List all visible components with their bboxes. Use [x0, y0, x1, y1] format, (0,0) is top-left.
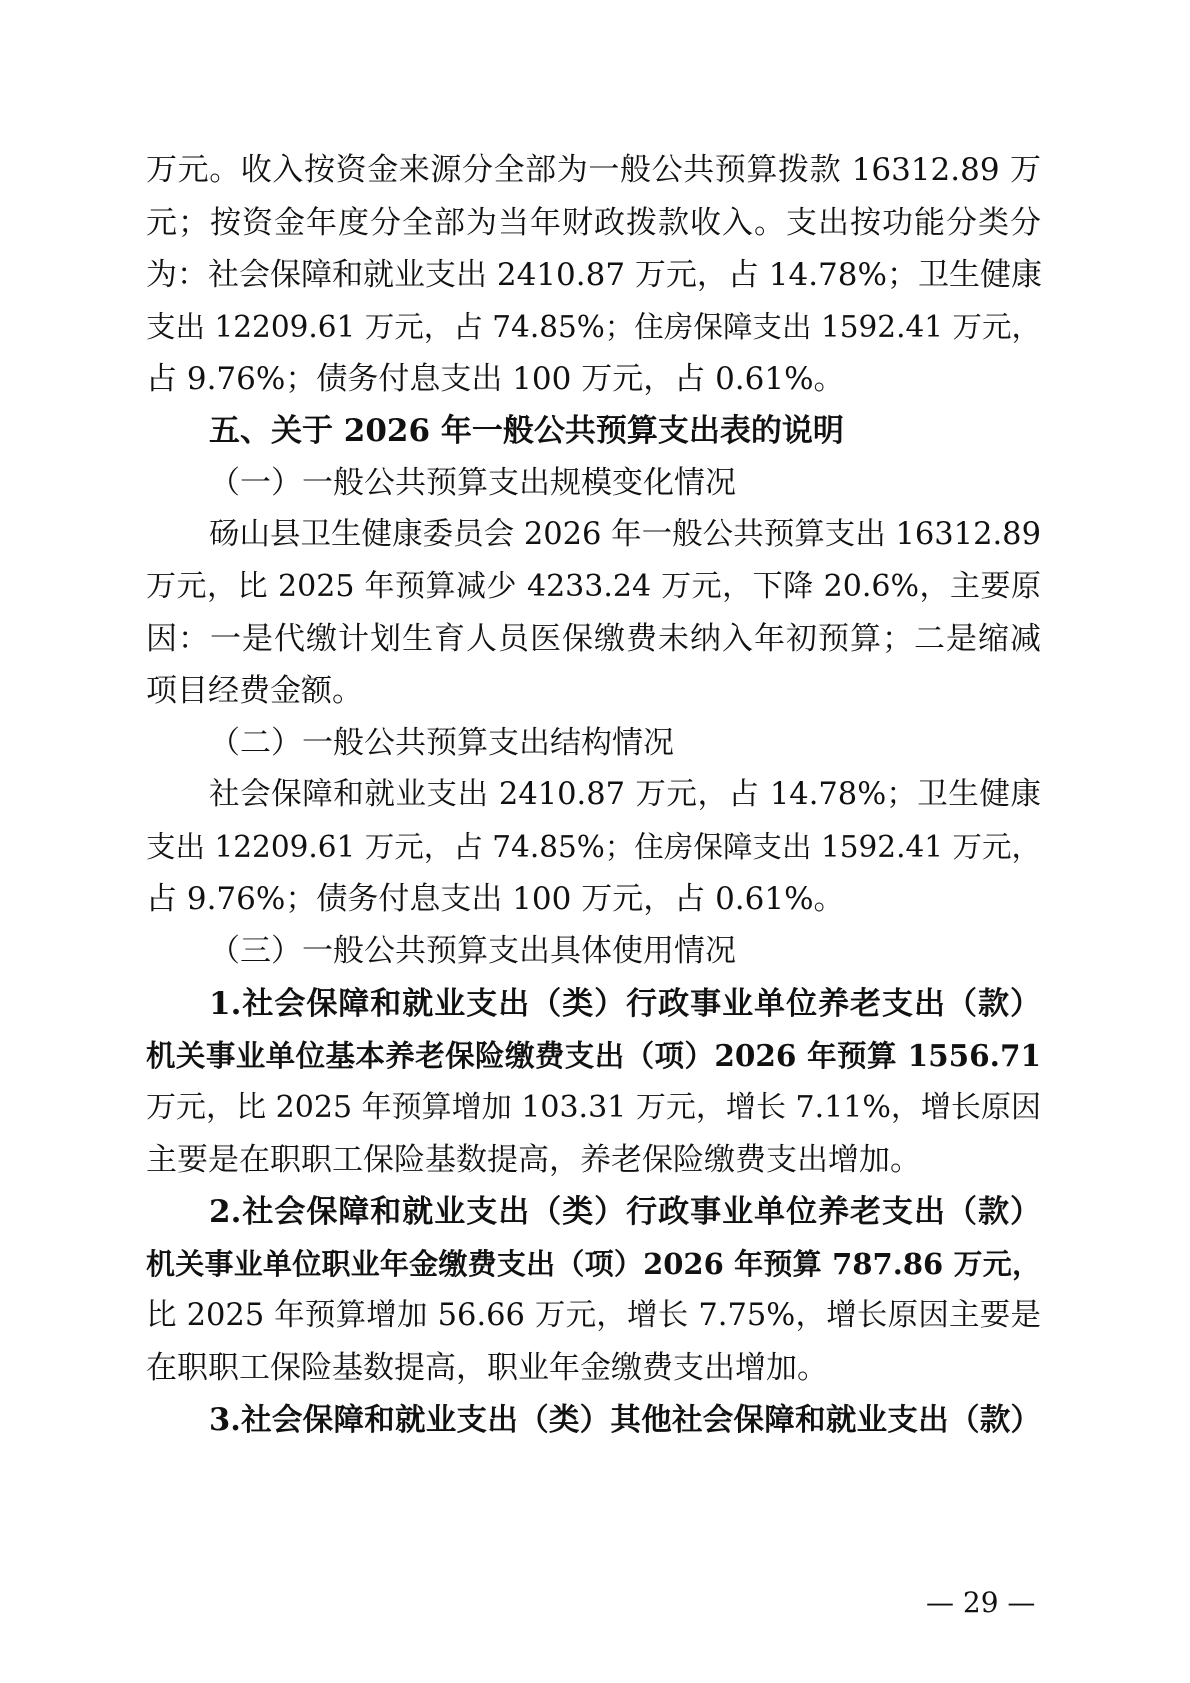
item-heading: 机关事业单位职业年金缴费支出（项）2026 年预算 787.86 万元， — [146, 1247, 1041, 1281]
subsection-heading: （二）一般公共预算支出结构情况 — [209, 725, 674, 761]
body-line: 砀山县卫生健康委员会 2026 年一般公共预算支出 16312.89 — [209, 517, 1041, 552]
subsection-heading: （一）一般公共预算支出规模变化情况 — [209, 465, 736, 501]
body-line: 项目经费金额。 — [146, 673, 363, 709]
section-heading: 五、关于 2026 年一般公共预算支出表的说明 — [209, 413, 844, 449]
body-line: 支出 12209.61 万元，占 74.85%；住房保障支出 1592.41 万元， — [146, 830, 1041, 864]
body-line: 为：社会保障和就业支出 2410.87 万元，占 14.78%；卫生健康 — [146, 257, 1042, 293]
body-line: 比 2025 年预算增加 56.66 万元，增长 7.75%，增长原因主要是 — [146, 1298, 1041, 1333]
body-line: 社会保障和就业支出 2410.87 万元，占 14.78%；卫生健康 — [209, 777, 1041, 812]
subsection-heading: （三）一般公共预算支出具体使用情况 — [209, 933, 736, 969]
body-line: 支出 12209.61 万元，占 74.85%；住房保障支出 1592.41 万元， — [146, 310, 1041, 344]
body-line: 万元。收入按资金来源分全部为一般公共预算拨款 16312.89 万 — [146, 152, 1041, 188]
body-line: 万元，比 2025 年预算减少 4233.24 万元，下降 20.6%，主要原 — [146, 569, 1041, 604]
body-line: 元；按资金年度分全部为当年财政拨款收入。支出按功能分类分 — [146, 205, 1041, 241]
body-line: 占 9.76%；债务付息支出 100 万元，占 0.61%。 — [146, 881, 845, 917]
item-heading: 2.社会保障和就业支出（类）行政事业单位养老支出（款） — [209, 1194, 1041, 1230]
item-heading: 机关事业单位基本养老保险缴费支出（项）2026 年预算 1556.71 — [146, 1038, 1041, 1073]
body-line: 占 9.76%；债务付息支出 100 万元，占 0.61%。 — [146, 361, 845, 397]
body-line: 因：一是代缴计划生育人员医保缴费未纳入年初预算；二是缩减 — [146, 621, 1041, 657]
body-line: 万元，比 2025 年预算增加 103.31 万元，增长 7.11%，增长原因 — [146, 1090, 1041, 1125]
item-heading: 1.社会保障和就业支出（类）行政事业单位养老支出（款） — [209, 986, 1041, 1022]
page-number: — 29 — — [926, 1586, 1036, 1619]
body-line: 主要是在职职工保险基数提高，养老保险缴费支出增加。 — [146, 1142, 921, 1178]
body-line: 在职职工保险基数提高，职业年金缴费支出增加。 — [146, 1350, 828, 1386]
item-heading: 3.社会保障和就业支出（类）其他社会保障和就业支出（款） — [209, 1402, 1041, 1438]
